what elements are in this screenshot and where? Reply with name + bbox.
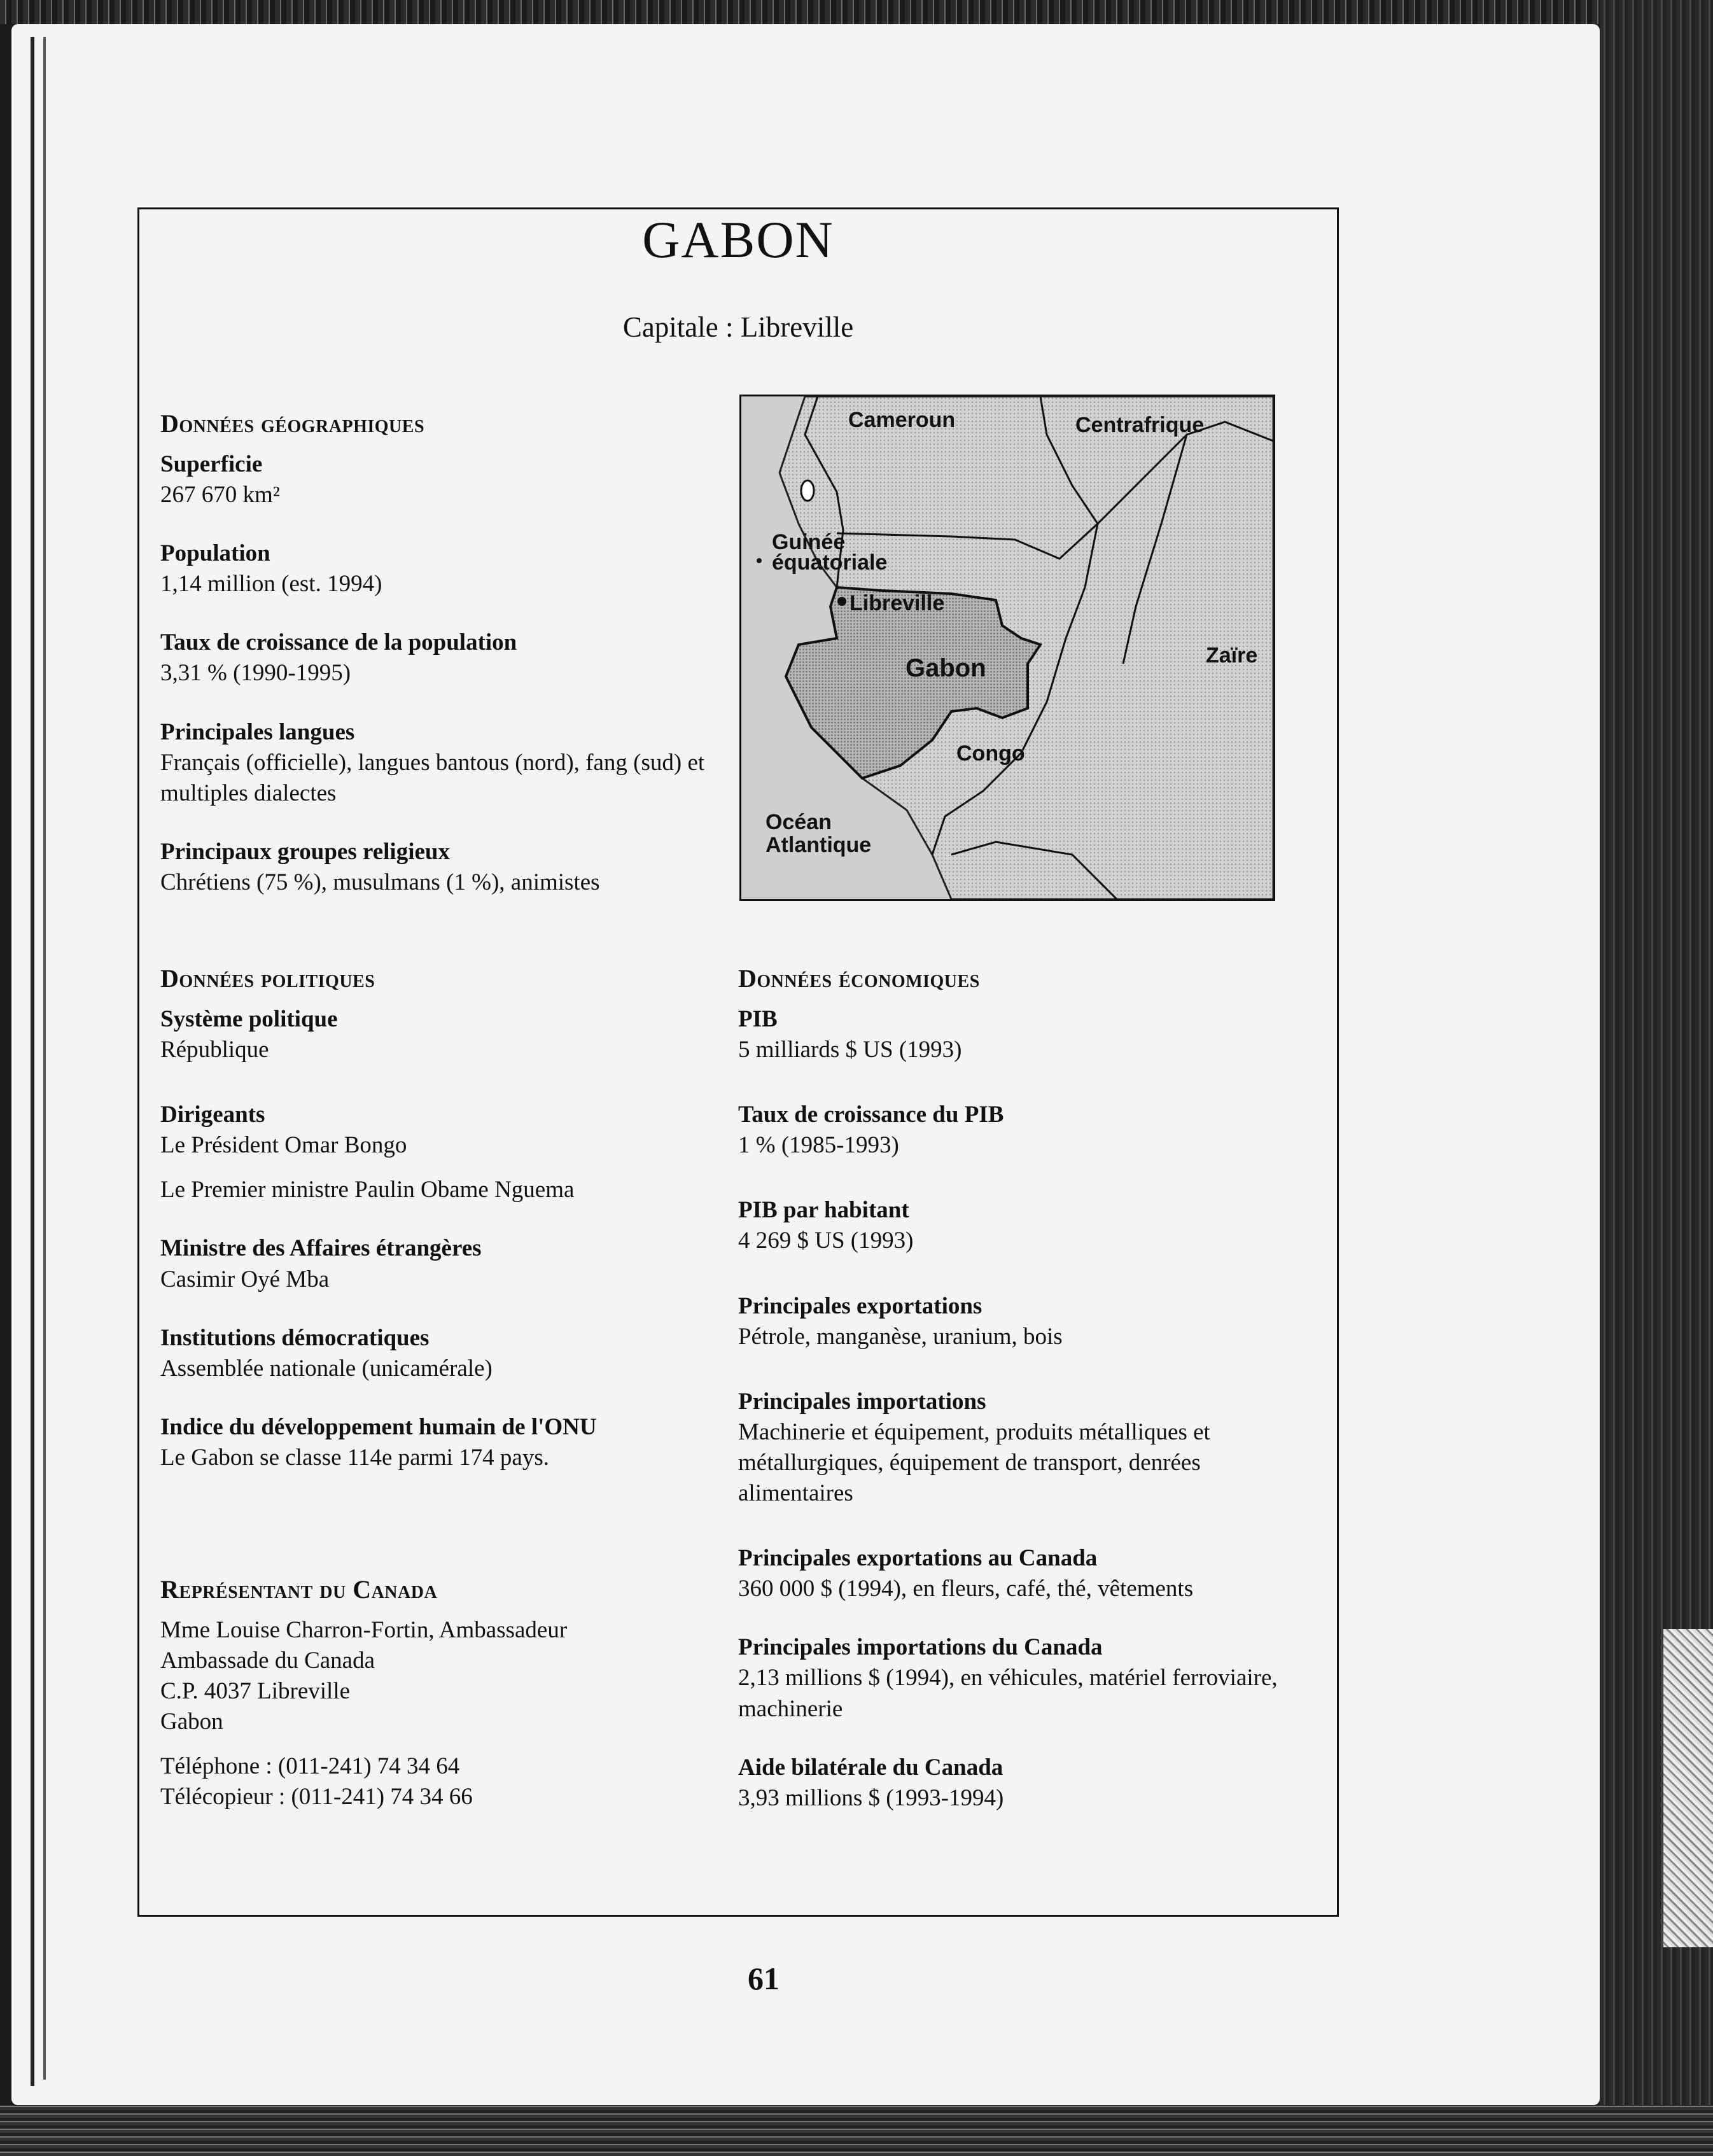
island-dot (757, 558, 762, 563)
country-title: GABON (642, 211, 834, 269)
population-value: 1,14 million (est. 1994) (160, 571, 382, 598)
politics-section (160, 962, 733, 1473)
rep-fax: Télécopieur : (011-241) 74 34 66 (160, 1784, 473, 1810)
geo-heading: Données géographiques (160, 409, 425, 438)
label-ocean-2: Atlantique (766, 833, 872, 857)
capital-line: Capitale : Libreville (622, 311, 854, 343)
politics-heading: Données politiques (160, 964, 375, 993)
label-congo: Congo (956, 741, 1025, 766)
label-ocean-1: Océan (766, 810, 832, 834)
pop-growth-value: 3,31 % (1990-1995) (160, 660, 351, 687)
hdi-label: Indice du développement humain de l'ONU (160, 1413, 597, 1440)
map-svg (741, 396, 1273, 899)
scan-border-top (0, 0, 1713, 24)
leaders-value-2: Le Premier ministre Paulin Obame Nguema (160, 1177, 575, 1203)
label-centrafrique: Centrafrique (1075, 413, 1205, 437)
superficie-value: 267 670 km² (160, 482, 280, 508)
languages-value: Français (officielle), langues bantous (nord), fang (sud) et multiples dialectes (160, 749, 705, 806)
leaders-value-1: Le Président Omar Bongo (160, 1132, 407, 1159)
gdp-growth-label: Taux de croissance du PIB (738, 1102, 1004, 1128)
institutions-value: Assemblée nationale (unicamérale) (160, 1355, 493, 1382)
economy-section (738, 962, 1311, 1814)
superficie-label: Superficie (160, 451, 263, 477)
binding-edge (31, 37, 34, 2086)
leaders-label: Dirigeants (160, 1102, 265, 1128)
economy-heading: Données économiques (738, 964, 980, 993)
minister-value: Casimir Oyé Mba (160, 1266, 330, 1292)
exports-label: Principales exportations (738, 1292, 982, 1319)
label-zaire: Zaïre (1206, 643, 1258, 668)
label-cameroun: Cameroun (848, 408, 956, 432)
rep-line-3: C.P. 4037 Libreville (160, 1678, 351, 1705)
minister-label: Ministre des Affaires étrangères (160, 1235, 482, 1262)
representative-section (160, 1573, 733, 1813)
languages-label: Principales langues (160, 718, 355, 745)
exports-canada-value: 360 000 $ (1994), en fleurs, café, thé, vêtements (738, 1576, 1194, 1602)
imports-canada-label: Principales importations du Canada (738, 1634, 1103, 1661)
libreville-marker (837, 597, 846, 606)
imports-value: Machinerie et équipement, produits métalliques et métallurgiques, équipement de transport, denrées alimentaires (738, 1418, 1210, 1507)
scan-border-bottom (0, 2105, 1713, 2156)
region-map (739, 395, 1275, 901)
pop-growth-label: Taux de croissance de la population (160, 629, 517, 656)
imports-canada-value: 2,13 millions $ (1994), en véhicules, matériel ferroviaire, machinerie (738, 1665, 1278, 1722)
exports-value: Pétrole, manganèse, uranium, bois (738, 1323, 1063, 1350)
gdp-value: 5 milliards $ US (1993) (738, 1037, 962, 1063)
bilateral-aid-label: Aide bilatérale du Canada (738, 1754, 1003, 1781)
gdp-per-capita-value: 4 269 $ US (1993) (738, 1228, 914, 1254)
rep-line-4: Gabon (160, 1709, 223, 1735)
label-guinee-1: Guinée (772, 530, 846, 554)
religions-label: Principaux groupes religieux (160, 838, 450, 865)
bioko-island (801, 480, 814, 501)
system-label: Système politique (160, 1006, 338, 1032)
gdp-label: PIB (738, 1006, 778, 1032)
scan-noise-patch (1663, 1629, 1713, 1947)
bilateral-aid-value: 3,93 millions $ (1993-1994) (738, 1784, 1004, 1811)
label-guinee-2: équatoriale (772, 550, 888, 575)
geo-section (160, 407, 733, 898)
gdp-per-capita-label: PIB par habitant (738, 1197, 909, 1224)
system-value: République (160, 1037, 269, 1063)
representative-heading: Représentant du Canada (160, 1575, 438, 1604)
hdi-value: Le Gabon se classe 114e parmi 174 pays. (160, 1444, 550, 1471)
rep-line-2: Ambassade du Canada (160, 1648, 375, 1674)
exports-canada-label: Principales exportations au Canada (738, 1545, 1098, 1572)
rep-telephone: Téléphone : (011-241) 74 34 64 (160, 1753, 460, 1780)
binding-edge-inner (43, 37, 46, 2080)
religions-value: Chrétiens (75 %), musulmans (1 %), animistes (160, 869, 600, 895)
population-label: Population (160, 540, 270, 567)
label-libreville: Libreville (850, 591, 945, 615)
page-number: 61 (748, 1961, 780, 1996)
imports-label: Principales importations (738, 1388, 986, 1415)
institutions-label: Institutions démocratiques (160, 1324, 430, 1351)
gdp-growth-value: 1 % (1985-1993) (738, 1132, 899, 1159)
rep-line-1: Mme Louise Charron-Fortin, Ambassadeur (160, 1617, 568, 1643)
label-gabon: Gabon (905, 654, 986, 682)
